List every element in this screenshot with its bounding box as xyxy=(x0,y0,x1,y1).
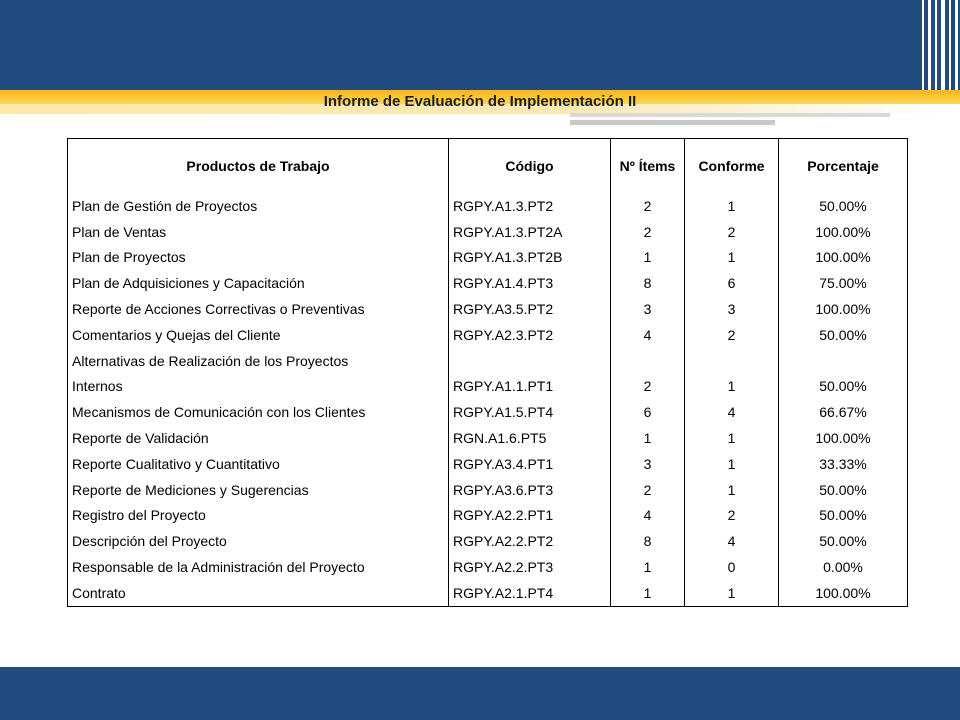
cell-codigo: RGPY.A2.2.PT1 xyxy=(449,503,611,529)
cell-producto: Reporte de Acciones Correctivas o Preventivas xyxy=(68,296,449,322)
cell-producto: Plan de Proyectos xyxy=(68,245,449,271)
cell-porcentaje: 33.33% xyxy=(779,451,908,477)
evaluation-table-container xyxy=(67,138,908,607)
table-header-row xyxy=(68,139,908,194)
cell-producto: Plan de Adquisiciones y Capacitación xyxy=(68,270,449,296)
header-productos: Productos de Trabajo xyxy=(68,139,449,194)
cell-conforme: 1 xyxy=(685,193,779,219)
cell-items: 4 xyxy=(611,503,685,529)
cell-items: 2 xyxy=(611,374,685,400)
decorative-line xyxy=(570,113,890,117)
cell-porcentaje: 0.00% xyxy=(779,554,908,580)
table-row xyxy=(68,270,908,296)
cell-porcentaje: 75.00% xyxy=(779,270,908,296)
cell-conforme: 0 xyxy=(685,554,779,580)
table-row xyxy=(68,219,908,245)
cell-porcentaje: 50.00% xyxy=(779,528,908,554)
cell-items xyxy=(611,348,685,374)
header-codigo: Código xyxy=(449,139,611,194)
cell-codigo: RGPY.A3.5.PT2 xyxy=(449,296,611,322)
decorative-line xyxy=(570,120,775,125)
table-row xyxy=(68,193,908,219)
cell-codigo: RGPY.A1.1.PT1 xyxy=(449,374,611,400)
cell-conforme: 1 xyxy=(685,580,779,606)
cell-conforme: 2 xyxy=(685,219,779,245)
cell-conforme: 1 xyxy=(685,245,779,271)
cell-items: 6 xyxy=(611,399,685,425)
cell-items: 1 xyxy=(611,425,685,451)
evaluation-table xyxy=(67,138,908,607)
cell-conforme: 6 xyxy=(685,270,779,296)
cell-porcentaje: 50.00% xyxy=(779,477,908,503)
cell-conforme: 1 xyxy=(685,477,779,503)
cell-items: 1 xyxy=(611,245,685,271)
cell-codigo: RGPY.A1.3.PT2B xyxy=(449,245,611,271)
table-row xyxy=(68,580,908,606)
cell-producto: Contrato xyxy=(68,580,449,606)
cell-producto: Plan de Ventas xyxy=(68,219,449,245)
table-row xyxy=(68,322,908,348)
cell-producto: Alternativas de Realización de los Proyectos xyxy=(68,348,449,374)
cell-codigo: RGN.A1.6.PT5 xyxy=(449,425,611,451)
cell-porcentaje: 50.00% xyxy=(779,322,908,348)
cell-conforme: 4 xyxy=(685,528,779,554)
cell-conforme: 1 xyxy=(685,451,779,477)
cell-producto: Descripción del Proyecto xyxy=(68,528,449,554)
table-row xyxy=(68,425,908,451)
cell-codigo: RGPY.A1.4.PT3 xyxy=(449,270,611,296)
cell-items: 8 xyxy=(611,270,685,296)
cell-codigo: RGPY.A1.5.PT4 xyxy=(449,399,611,425)
cell-porcentaje: 100.00% xyxy=(779,296,908,322)
table-row xyxy=(68,374,908,400)
table-row xyxy=(68,451,908,477)
cell-porcentaje: 50.00% xyxy=(779,374,908,400)
table-row xyxy=(68,399,908,425)
cell-producto: Reporte Cualitativo y Cuantitativo xyxy=(68,451,449,477)
cell-codigo: RGPY.A2.1.PT4 xyxy=(449,580,611,606)
cell-porcentaje: 66.67% xyxy=(779,399,908,425)
cell-codigo: RGPY.A2.2.PT3 xyxy=(449,554,611,580)
cell-producto: Mecanismos de Comunicación con los Clientes xyxy=(68,399,449,425)
header-items: Nº Ítems xyxy=(611,139,685,194)
footer-band xyxy=(0,667,960,720)
cell-items: 8 xyxy=(611,528,685,554)
table-row xyxy=(68,554,908,580)
cell-items: 1 xyxy=(611,554,685,580)
cell-producto: Plan de Gestión de Proyectos xyxy=(68,193,449,219)
cell-conforme: 3 xyxy=(685,296,779,322)
cell-items: 1 xyxy=(611,580,685,606)
cell-items: 2 xyxy=(611,193,685,219)
cell-producto: Internos xyxy=(68,374,449,400)
cell-codigo: RGPY.A3.6.PT3 xyxy=(449,477,611,503)
cell-porcentaje: 50.00% xyxy=(779,193,908,219)
cell-items: 4 xyxy=(611,322,685,348)
cell-producto: Reporte de Mediciones y Sugerencias xyxy=(68,477,449,503)
table-row xyxy=(68,503,908,529)
cell-porcentaje: 100.00% xyxy=(779,580,908,606)
cell-porcentaje: 100.00% xyxy=(779,425,908,451)
table-row xyxy=(68,245,908,271)
cell-conforme: 2 xyxy=(685,322,779,348)
cell-conforme: 4 xyxy=(685,399,779,425)
cell-producto: Comentarios y Quejas del Cliente xyxy=(68,322,449,348)
header-porcentaje: Porcentaje xyxy=(779,139,908,194)
cell-producto: Reporte de Validación xyxy=(68,425,449,451)
cell-codigo: RGPY.A1.3.PT2A xyxy=(449,219,611,245)
cell-porcentaje xyxy=(779,348,908,374)
cell-items: 3 xyxy=(611,296,685,322)
table-row xyxy=(68,296,908,322)
cell-porcentaje: 100.00% xyxy=(779,219,908,245)
cell-conforme: 1 xyxy=(685,374,779,400)
cell-producto: Registro del Proyecto xyxy=(68,503,449,529)
cell-porcentaje: 100.00% xyxy=(779,245,908,271)
table-body xyxy=(68,193,908,606)
header-conforme: Conforme xyxy=(685,139,779,194)
cell-conforme: 2 xyxy=(685,503,779,529)
cell-codigo: RGPY.A3.4.PT1 xyxy=(449,451,611,477)
page-title: Informe de Evaluación de Implementación II xyxy=(323,93,637,110)
table-row xyxy=(68,477,908,503)
table-row xyxy=(68,528,908,554)
cell-producto: Responsable de la Administración del Proyecto xyxy=(68,554,449,580)
cell-codigo: RGPY.A2.3.PT2 xyxy=(449,322,611,348)
header-band xyxy=(0,0,960,90)
cell-items: 2 xyxy=(611,477,685,503)
cell-codigo: RGPY.A1.3.PT2 xyxy=(449,193,611,219)
cell-items: 3 xyxy=(611,451,685,477)
cell-conforme: 1 xyxy=(685,425,779,451)
cell-codigo xyxy=(449,348,611,374)
cell-items: 2 xyxy=(611,219,685,245)
cell-conforme xyxy=(685,348,779,374)
cell-porcentaje: 50.00% xyxy=(779,503,908,529)
table-row xyxy=(68,348,908,374)
cell-codigo: RGPY.A2.2.PT2 xyxy=(449,528,611,554)
